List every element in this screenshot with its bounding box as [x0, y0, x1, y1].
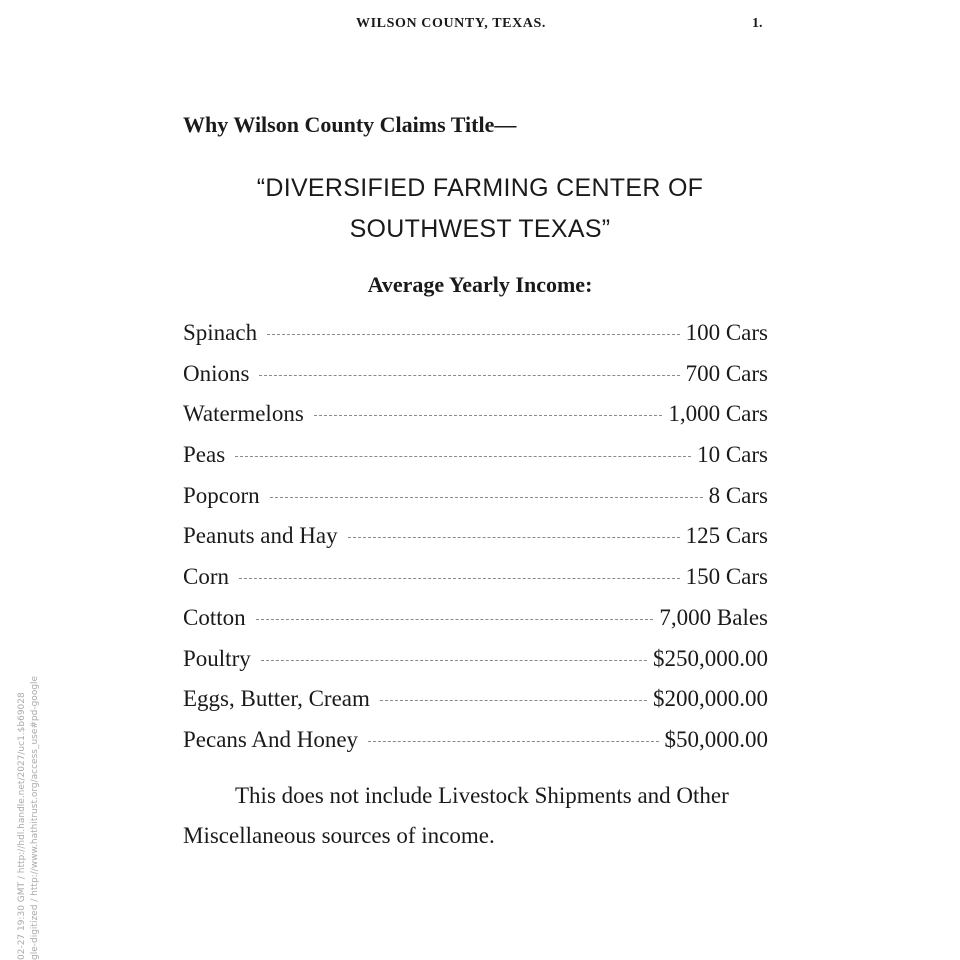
digitization-watermark: [16, 676, 42, 960]
income-row: [183, 727, 768, 768]
dotted-leader: [261, 660, 647, 661]
income-row: [183, 686, 768, 727]
slogan-line-2: SOUTHWEST TEXAS”: [349, 215, 611, 243]
income-item-label: Poultry: [183, 645, 251, 671]
section-heading: Why Wilson County Claims Title—: [183, 112, 517, 137]
income-row: [183, 646, 768, 687]
income-item-amount: 1,000 Cars: [668, 401, 768, 427]
income-item-amount: $250,000.00: [653, 645, 768, 671]
income-row: [183, 361, 768, 402]
dotted-leader: [270, 497, 703, 498]
page-number: 1.: [752, 16, 763, 31]
dotted-leader: [267, 334, 679, 335]
dotted-leader: [235, 456, 691, 457]
footnote-paragraph: This does not include Livestock Shipments and Other Miscellaneous sources of income.: [183, 783, 729, 848]
income-row: [183, 442, 768, 483]
slogan: [180, 168, 780, 250]
income-item-label: Pecans And Honey: [183, 726, 359, 752]
slogan-line-1: “DIVERSIFIED FARMING CENTER OF: [256, 174, 704, 202]
income-item-label: Peanuts and Hay: [183, 523, 338, 549]
income-row: [183, 605, 768, 646]
income-row: [183, 483, 768, 524]
income-item-amount: 125 Cars: [685, 523, 768, 549]
dotted-leader: [259, 375, 679, 376]
income-item-amount: 700 Cars: [685, 360, 768, 386]
income-item-label: Peas: [183, 442, 226, 468]
dotted-leader: [239, 578, 680, 579]
income-item-label: Cotton: [183, 604, 246, 630]
income-item-amount: 100 Cars: [685, 320, 768, 345]
watermark-line-2: gle-digitized / http://www.hathitrust.org/access_use#pd-google: [30, 675, 40, 960]
income-item-label: Watermelons: [183, 401, 304, 427]
income-subheading: Average Yearly Income:: [367, 272, 593, 297]
income-row: [183, 320, 768, 361]
running-head-title: WILSON COUNTY, TEXAS.: [356, 16, 546, 31]
income-row: [183, 401, 768, 442]
income-item-amount: $50,000.00: [664, 726, 768, 752]
income-row: [183, 564, 768, 605]
running-head: [0, 16, 960, 36]
income-item-amount: 150 Cars: [685, 564, 768, 590]
income-item-amount: 10 Cars: [697, 442, 768, 468]
income-item-label: Corn: [183, 564, 229, 590]
income-item-label: Spinach: [183, 320, 258, 345]
income-item-label: Onions: [183, 360, 250, 386]
income-item-amount: 8 Cars: [708, 482, 768, 508]
dotted-leader: [368, 741, 658, 742]
dotted-leader: [314, 415, 663, 416]
dotted-leader: [256, 619, 654, 620]
dotted-leader: [348, 537, 680, 538]
income-row: [183, 523, 768, 564]
income-item-amount: 7,000 Bales: [659, 604, 768, 630]
income-item-label: Popcorn: [183, 482, 260, 508]
dotted-leader: [380, 700, 647, 701]
income-item-amount: $200,000.00: [653, 686, 768, 712]
income-list: [183, 320, 768, 768]
income-item-label: Eggs, Butter, Cream: [183, 686, 370, 712]
watermark-line-1: 02-27 19:30 GMT / http://hdl.handle.net/2027/uc1.$b69028: [17, 692, 27, 960]
